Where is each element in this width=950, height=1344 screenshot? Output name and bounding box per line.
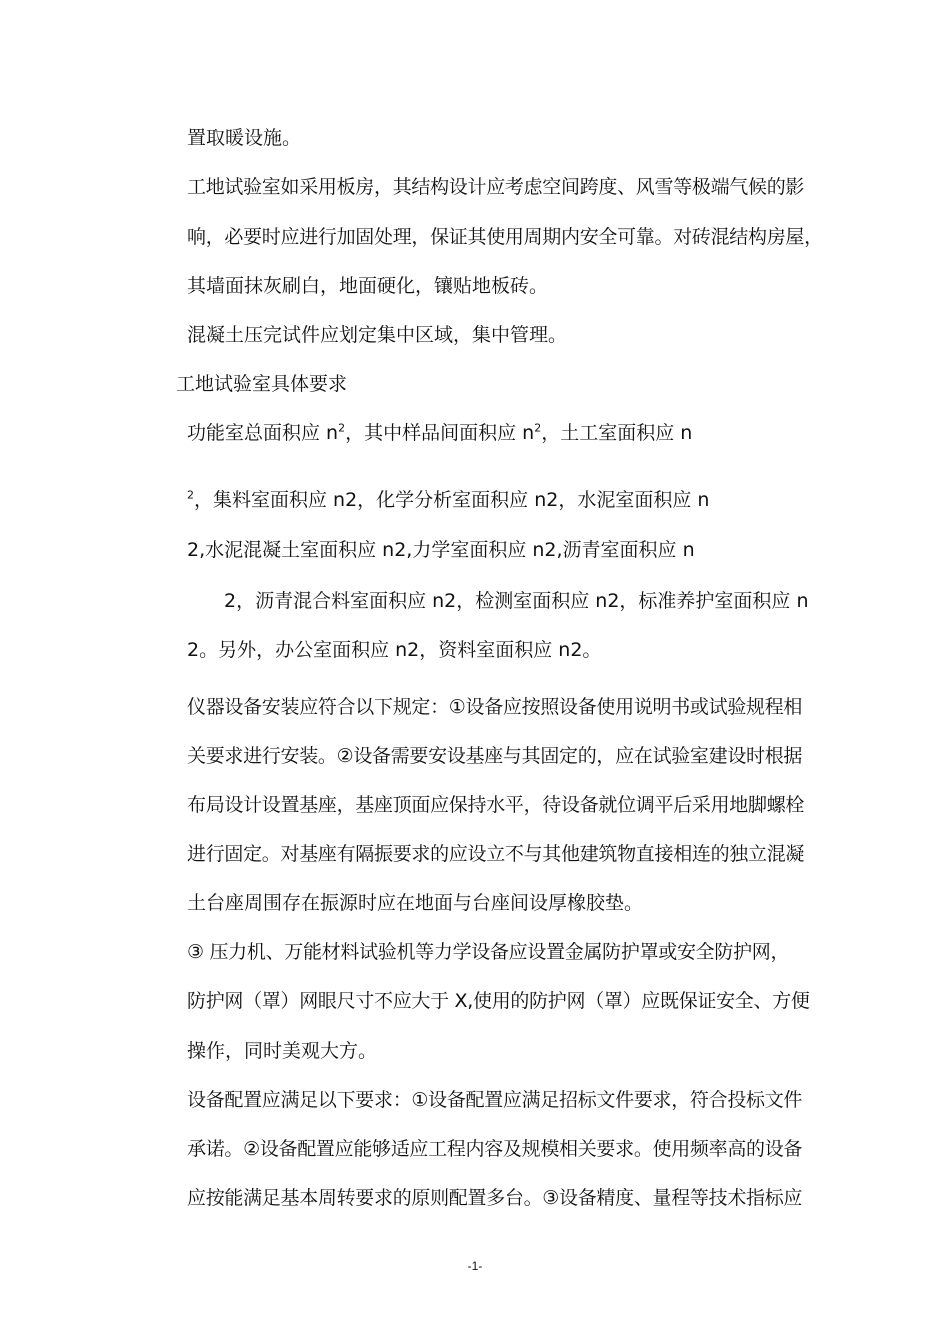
superscript: 2 <box>534 421 542 435</box>
text-segment: 功能室总面积应 n <box>187 422 339 444</box>
text-line: 土台座周围存在振源时应在地面与台座间设厚橡胶垫。 <box>187 892 644 914</box>
text-line: 进行固定。对基座有隔振要求的应设立不与其他建筑物直接相连的独立混凝 <box>187 843 805 865</box>
text-line <box>187 421 692 445</box>
text-line: 防护网（罩）网眼尺寸不应大于 X,使用的防护网（罩）应既保证安全、方便 <box>187 990 810 1012</box>
text-line: 响，必要时应进行加固处理，保证其使用周期内安全可靠。对砖混结构房屋， <box>187 226 823 248</box>
text-line: 布局设计设置基座，基座顶面应保持水平，待设备就位调平后采用地脚螺栓 <box>187 794 805 816</box>
text-line: 工地试验室如采用板房，其结构设计应考虑空间跨度、风雪等极端气候的影 <box>187 176 805 198</box>
text-segment: ，集料室面积应 n2，化学分析室面积应 n2，水泥室面积应 n <box>194 489 710 511</box>
text-line: 设备配置应满足以下要求：①设备配置应满足招标文件要求，符合投标文件 <box>187 1089 803 1111</box>
text-segment: ，其中样品间面积应 n <box>345 422 535 444</box>
text-line: 置取暖设施。 <box>187 127 302 149</box>
text-line: 2,水泥混凝土室面积应 n2,力学室面积应 n2,沥青室面积应 n <box>187 539 695 561</box>
text-line <box>187 488 709 512</box>
text-line: 混凝土压完试件应划定集中区域，集中管理。 <box>187 324 568 346</box>
text-line: ③ 压力机、万能材料试验机等力学设备应设置金属防护罩或安全防护网， <box>187 941 790 963</box>
text-line: 承诺。②设备配置应能够适应工程内容及规模相关要求。使用频率高的设备 <box>187 1138 803 1160</box>
section-heading: 工地试验室具体要求 <box>176 373 348 395</box>
text-line: 关要求进行安装。②设备需要安设基座与其固定的，应在试验室建设时根据 <box>187 745 803 767</box>
text-line: 2，沥青混合料室面积应 n2，检测室面积应 n2，标准养护室面积应 n <box>224 590 809 612</box>
page-number: -1- <box>467 1259 483 1273</box>
text-segment: ，土工室面积应 n <box>541 422 693 444</box>
text-line: 其墙面抹灰刷白，地面硬化，镶贴地板砖。 <box>187 275 549 297</box>
text-line: 仪器设备安装应符合以下规定：①设备应按照设备使用说明书或试验规程相 <box>187 696 803 718</box>
text-line: 操作，同时美观大方。 <box>187 1040 378 1062</box>
text-line: 应按能满足基本周转要求的原则配置多台。③设备精度、量程等技术指标应 <box>187 1187 803 1209</box>
text-line: 2。另外，办公室面积应 n2，资料室面积应 n2。 <box>187 639 602 661</box>
superscript: 2 <box>187 488 194 502</box>
superscript: 2 <box>338 421 346 435</box>
